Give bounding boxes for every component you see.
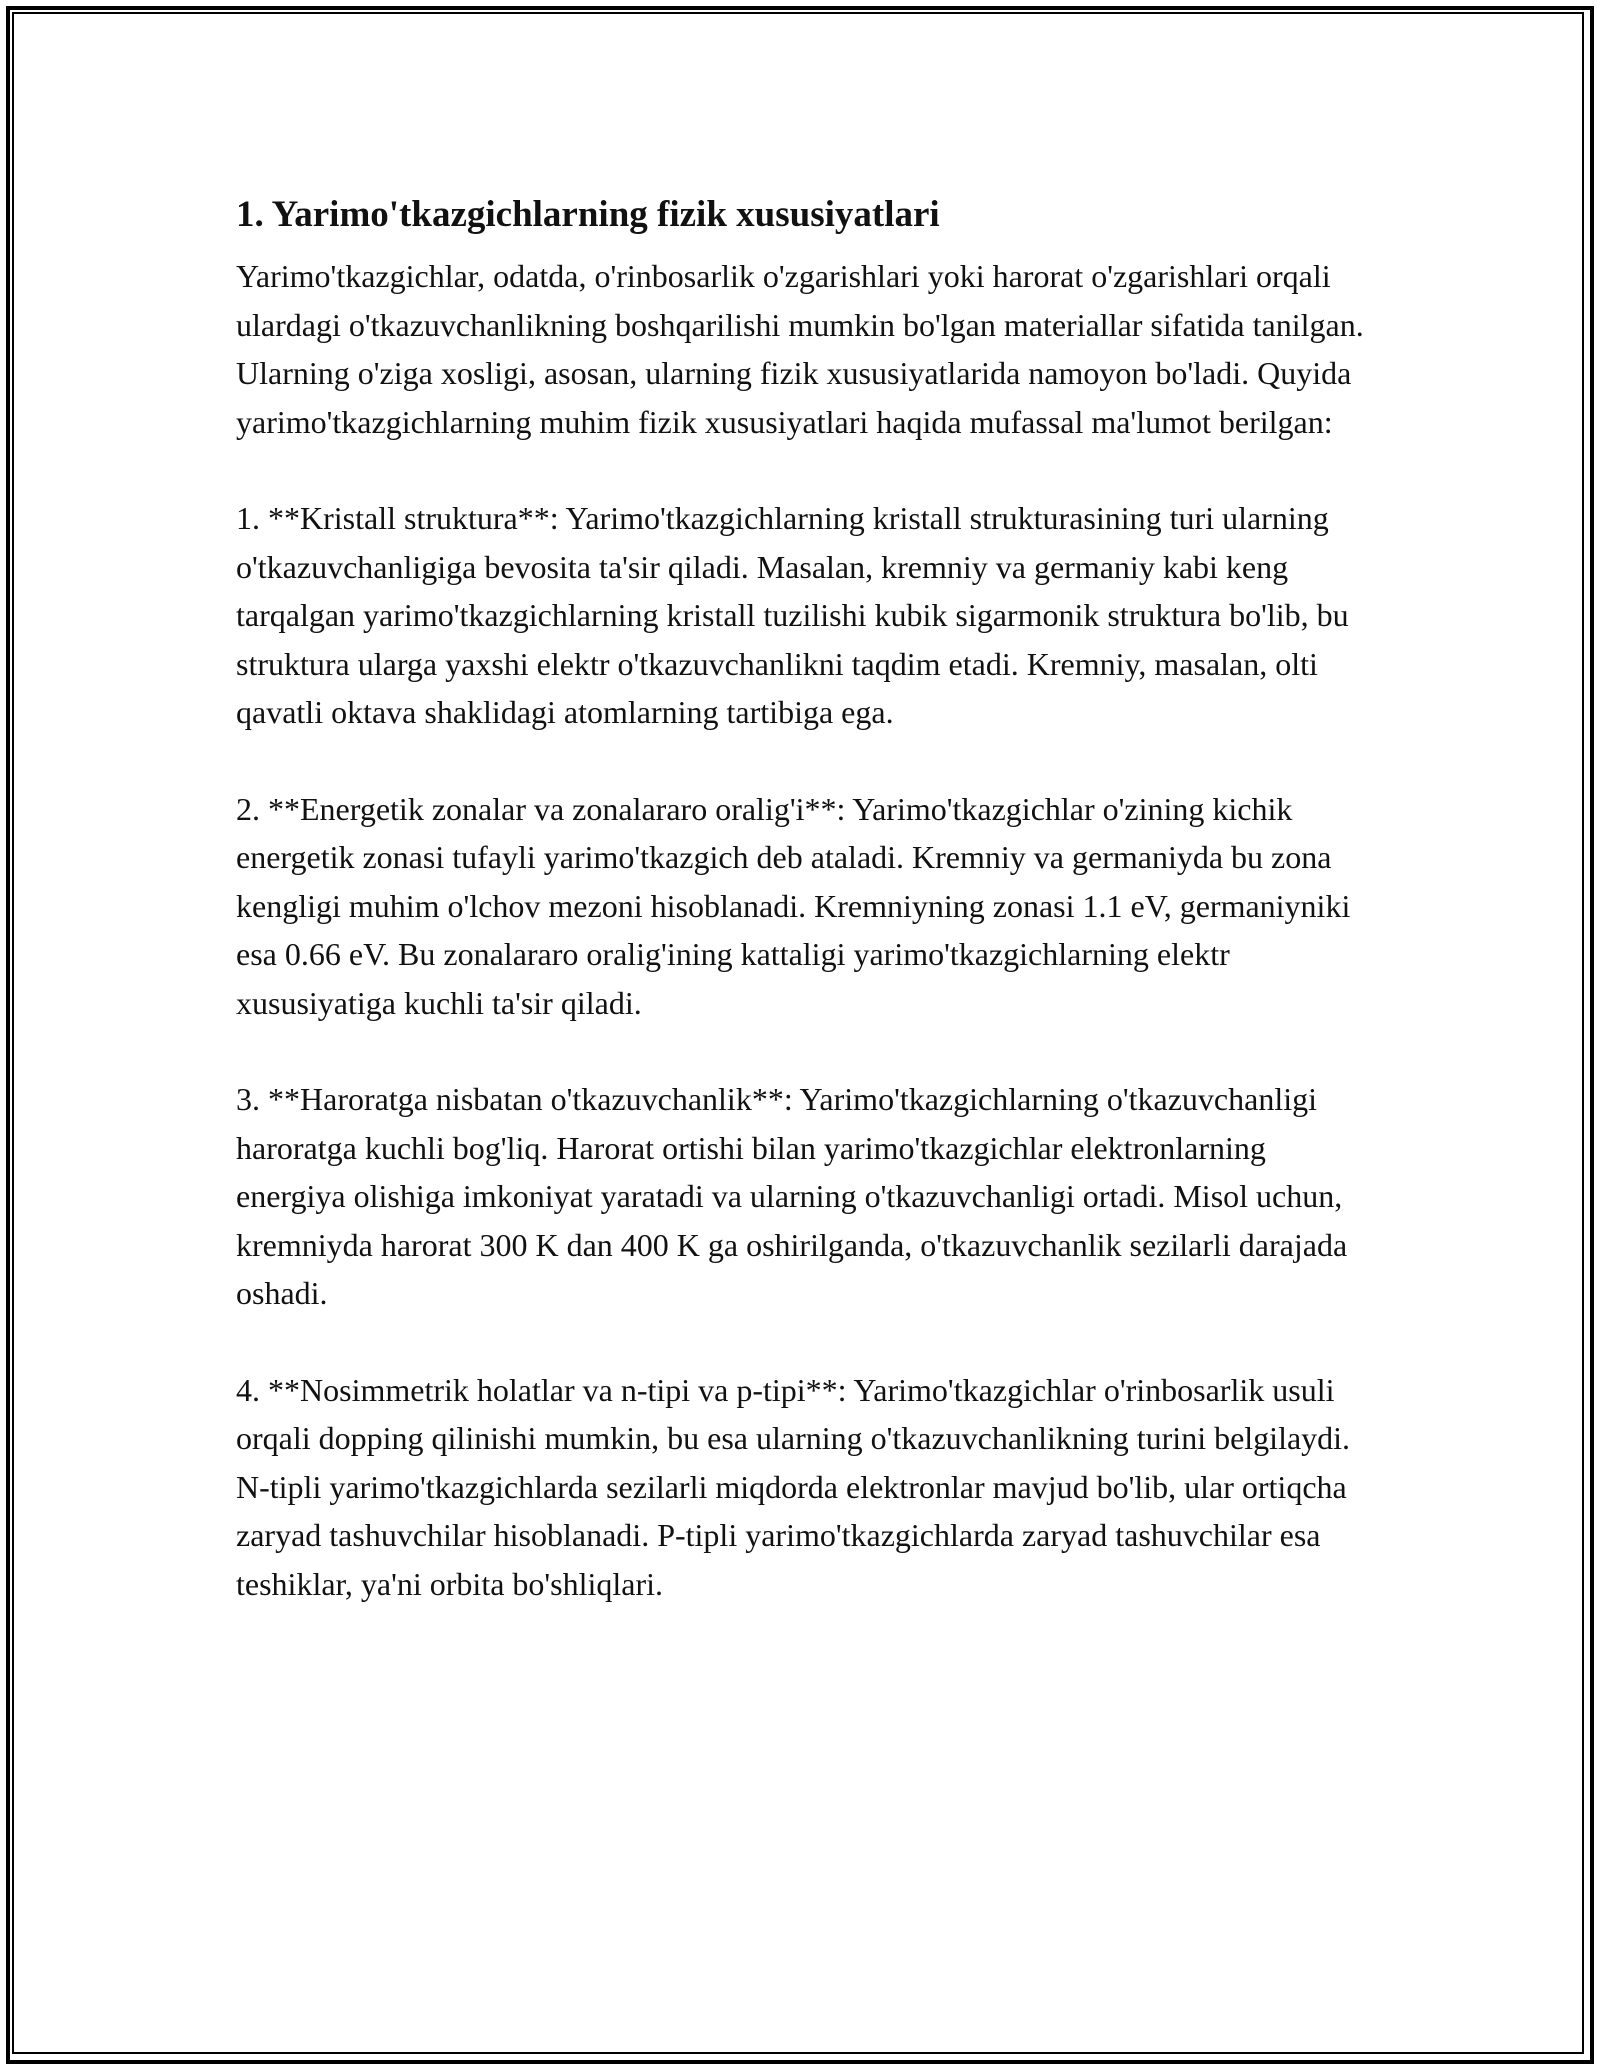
section-heading: 1. Yarimo'tkazgichlarning fizik xususiyatlari (236, 194, 940, 235)
intro-paragraph: Yarimo'tkazgichlar, odatda, o'rinbosarlik o'zgarishlari yoki harorat o'zgarishlari orqali ulardagi o'tkazuvchanlikning boshqarilishi mumkin bo'lgan materiallar sifatida tanilgan. Ularning o'ziga xosligi, asosan, ularning fizik xususiyatlarida namoyon bo'ladi. Quyida yarimo'tkazgichlarning muhim fizik xususiyatlari haqida mufassal ma'lumot berilgan: (236, 258, 1364, 440)
paragraph-energy-zones: 2. **Energetik zonalar va zonalararo oralig'i**: Yarimo'tkazgichlar o'zining kichik energetik zonasi tufayli yarimo'tkazgich deb ataladi. Kremniy va germaniyda bu zona kengligi muhim o'lchov mezoni hisoblanadi. Kremniyning zonasi 1.1 eV, germaniyniki esa 0.66 eV. Bu zonalararo oralig'ining kattaligi yarimo'tkazgichlarning elektr xususiyatiga kuchli ta'sir qiladi. (236, 790, 1351, 1021)
paragraph-doping-types: 4. **Nosimmetrik holatlar va n-tipi va p-tipi**: Yarimo'tkazgichlar o'rinbosarlik usuli orqali dopping qilinishi mumkin, bu esa ularning o'tkazuvchanlikning turini belgilaydi. N-tipli yarimo'tkazgichlarda sezilarli miqdorda elektronlar mavjud bo'lib, ular ortiqcha zaryad tashuvchilar hisoblanadi. P-tipli yarimo'tkazgichlarda zaryad tashuvchilar esa teshiklar, ya'ni orbita bo'shliqlari. (236, 1371, 1351, 1602)
document-body (236, 188, 1366, 1656)
paragraph-crystal-structure: 1. **Kristall struktura**: Yarimo'tkazgichlarning kristall strukturasining turi ularning o'tkazuvchanligiga bevosita ta'sir qiladi. Masalan, kremniy va germaniy kabi keng tarqalgan yarimo'tkazgichlarning kristall tuzilishi kubik sigarmonik struktura bo'lib, bu struktura ularga yaxshi elektr o'tkazuvchanlikni taqdim etadi. Kremniy, masalan, olti qavatli oktava shaklidagi atomlarning tartibiga ega. (236, 500, 1349, 730)
paragraph-temperature-conductivity: 3. **Haroratga nisbatan o'tkazuvchanlik**: Yarimo'tkazgichlarning o'tkazuvchanligi haroratga kuchli bog'liq. Harorat ortishi bilan yarimo'tkazgichlar elektronlarning energiya olishiga imkoniyat yaratadi va ularning o'tkazuvchanligi ortadi. Misol uchun, kremniyda harorat 300 K dan 400 K ga oshirilganda, o'tkazuvchanlik sezilarli darajada oshadi. (236, 1081, 1348, 1311)
